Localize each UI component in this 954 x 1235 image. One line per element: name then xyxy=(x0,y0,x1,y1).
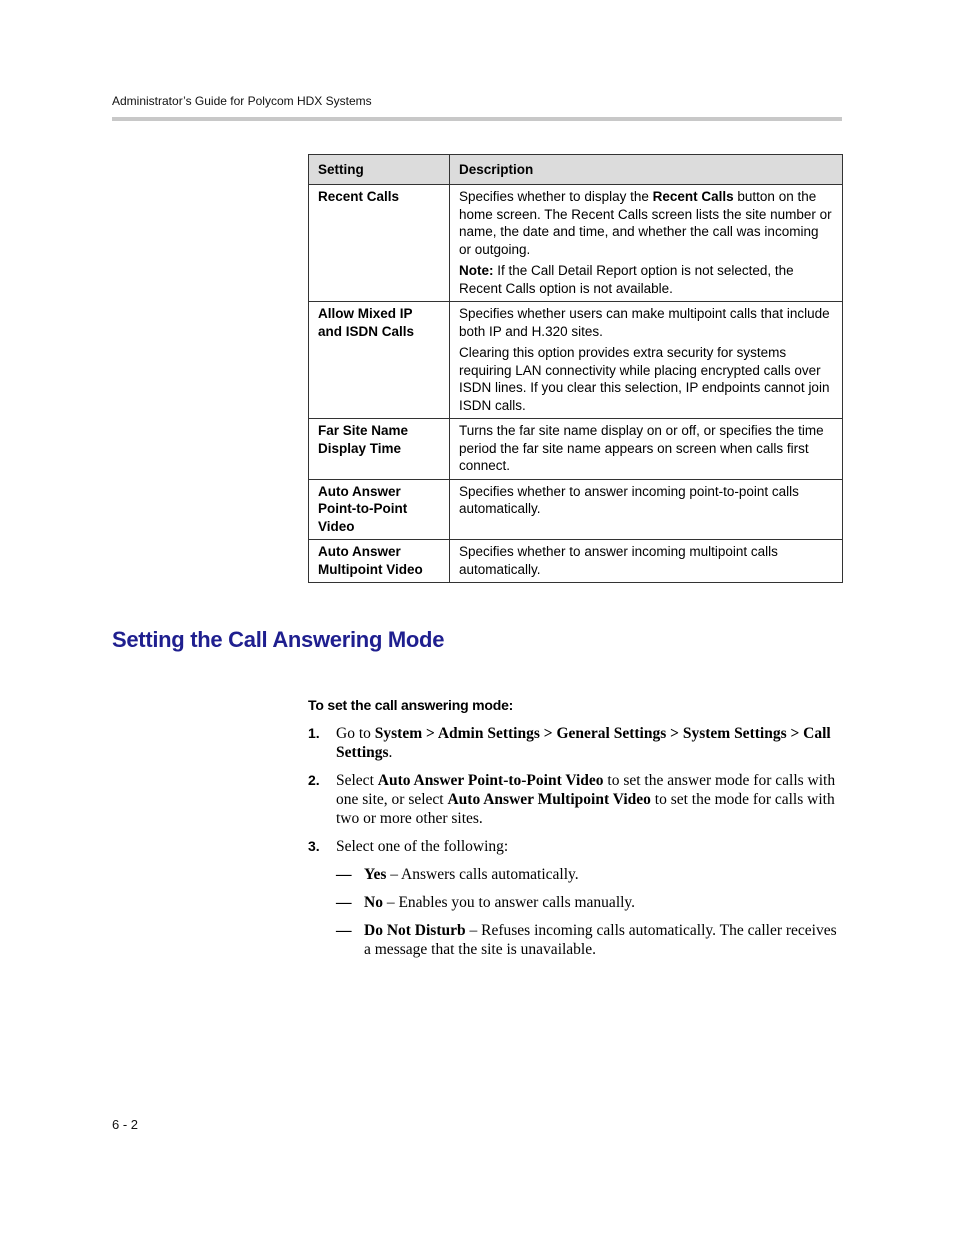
list-item xyxy=(336,893,843,912)
step-text: to set the mode for calls with two or more other sites. xyxy=(336,791,835,827)
procedure-title: To set the call answering mode: xyxy=(308,697,514,713)
description-paragraph: Turns the far site name display on or off, or specifies the time period the far site name appears on screen when calls first connect. xyxy=(459,423,824,473)
dash-bullet: — xyxy=(336,894,352,911)
description-text: button on the home screen. The Recent Calls screen lists the site number or name, the date and time, and whether the call was incoming or outgoing. xyxy=(459,189,832,257)
description-paragraph: Specifies whether to answer incoming multipoint calls automatically. xyxy=(459,544,778,577)
step-text: to set the answer mode for calls with one site, or select xyxy=(336,772,836,808)
description-paragraph xyxy=(459,188,833,258)
setting-name: Auto Answer Multipoint Video xyxy=(309,540,450,583)
setting-name: Auto Answer Point-to-Point Video xyxy=(309,479,450,540)
column-header-description: Description xyxy=(450,155,843,185)
step-text: . xyxy=(388,744,393,761)
page-number: 6 - 2 xyxy=(112,1117,139,1132)
step-text: Select one of the following: xyxy=(336,838,509,855)
note-text: If the Call Detail Report option is not selected, the Recent Calls option is not available. xyxy=(459,263,794,296)
section-heading: Setting the Call Answering Mode xyxy=(112,627,445,652)
column-header-setting: Setting xyxy=(309,155,450,185)
step-number: 1. xyxy=(308,725,320,741)
description-paragraph: Clearing this option provides extra security for systems requiring LAN connectivity while placing encrypted calls over ISDN lines. If you clear this selection, IP endpoints cannot join ISDN calls. xyxy=(459,345,830,413)
setting-description xyxy=(450,185,843,302)
step-number: 3. xyxy=(308,838,320,854)
step-2 xyxy=(308,771,843,828)
option-text: – Answers calls automatically. xyxy=(386,866,579,883)
setting-description xyxy=(450,419,843,480)
setting-name: Allow Mixed IP and ISDN Calls xyxy=(309,302,450,419)
option-label: Yes xyxy=(364,866,387,883)
setting-name: Far Site Name Display Time xyxy=(309,419,450,480)
option-label: Do Not Disturb xyxy=(364,922,466,939)
table-row xyxy=(309,302,843,419)
dash-bullet: — xyxy=(336,922,352,939)
description-paragraph: Specifies whether users can make multipoint calls that include both IP and H.320 sites. xyxy=(459,306,830,339)
option-text: – Refuses incoming calls automatically. The caller receives a message that the site is unavailable. xyxy=(364,922,837,958)
option-label: No xyxy=(364,894,383,911)
list-item xyxy=(336,865,843,884)
option-name: Auto Answer Multipoint Video xyxy=(447,791,651,808)
settings-table xyxy=(308,154,843,583)
step-number: 2. xyxy=(308,772,320,788)
step-1 xyxy=(308,724,843,762)
table-row xyxy=(309,419,843,480)
table-row xyxy=(309,540,843,583)
note-label: Note: xyxy=(459,263,494,278)
table-header-row xyxy=(309,155,843,185)
running-header: Administrator’s Guide for Polycom HDX Systems xyxy=(112,94,372,108)
option-name: Auto Answer Point-to-Point Video xyxy=(377,772,604,789)
procedure-steps xyxy=(308,724,843,959)
setting-description xyxy=(450,302,843,419)
description-text: Specifies whether to display the xyxy=(459,189,653,204)
description-bold: Recent Calls xyxy=(652,189,734,204)
setting-description xyxy=(450,479,843,540)
step-text: Select xyxy=(336,772,378,789)
option-text: – Enables you to answer calls manually. xyxy=(382,894,636,911)
setting-name: Recent Calls xyxy=(309,185,450,302)
setting-description xyxy=(450,540,843,583)
procedure xyxy=(308,696,843,968)
header-rule xyxy=(112,117,842,121)
list-item xyxy=(336,921,843,959)
description-paragraph: Specifies whether to answer incoming point-to-point calls automatically. xyxy=(459,483,799,516)
answer-mode-options xyxy=(336,865,843,959)
table-row xyxy=(309,479,843,540)
step-3 xyxy=(308,837,843,959)
step-text: Go to xyxy=(336,725,375,742)
note-paragraph xyxy=(459,262,833,297)
dash-bullet: — xyxy=(336,866,352,883)
menu-path: System > Admin Settings > General Settings > System Settings > Call Settings xyxy=(336,725,831,761)
table-row xyxy=(309,185,843,302)
